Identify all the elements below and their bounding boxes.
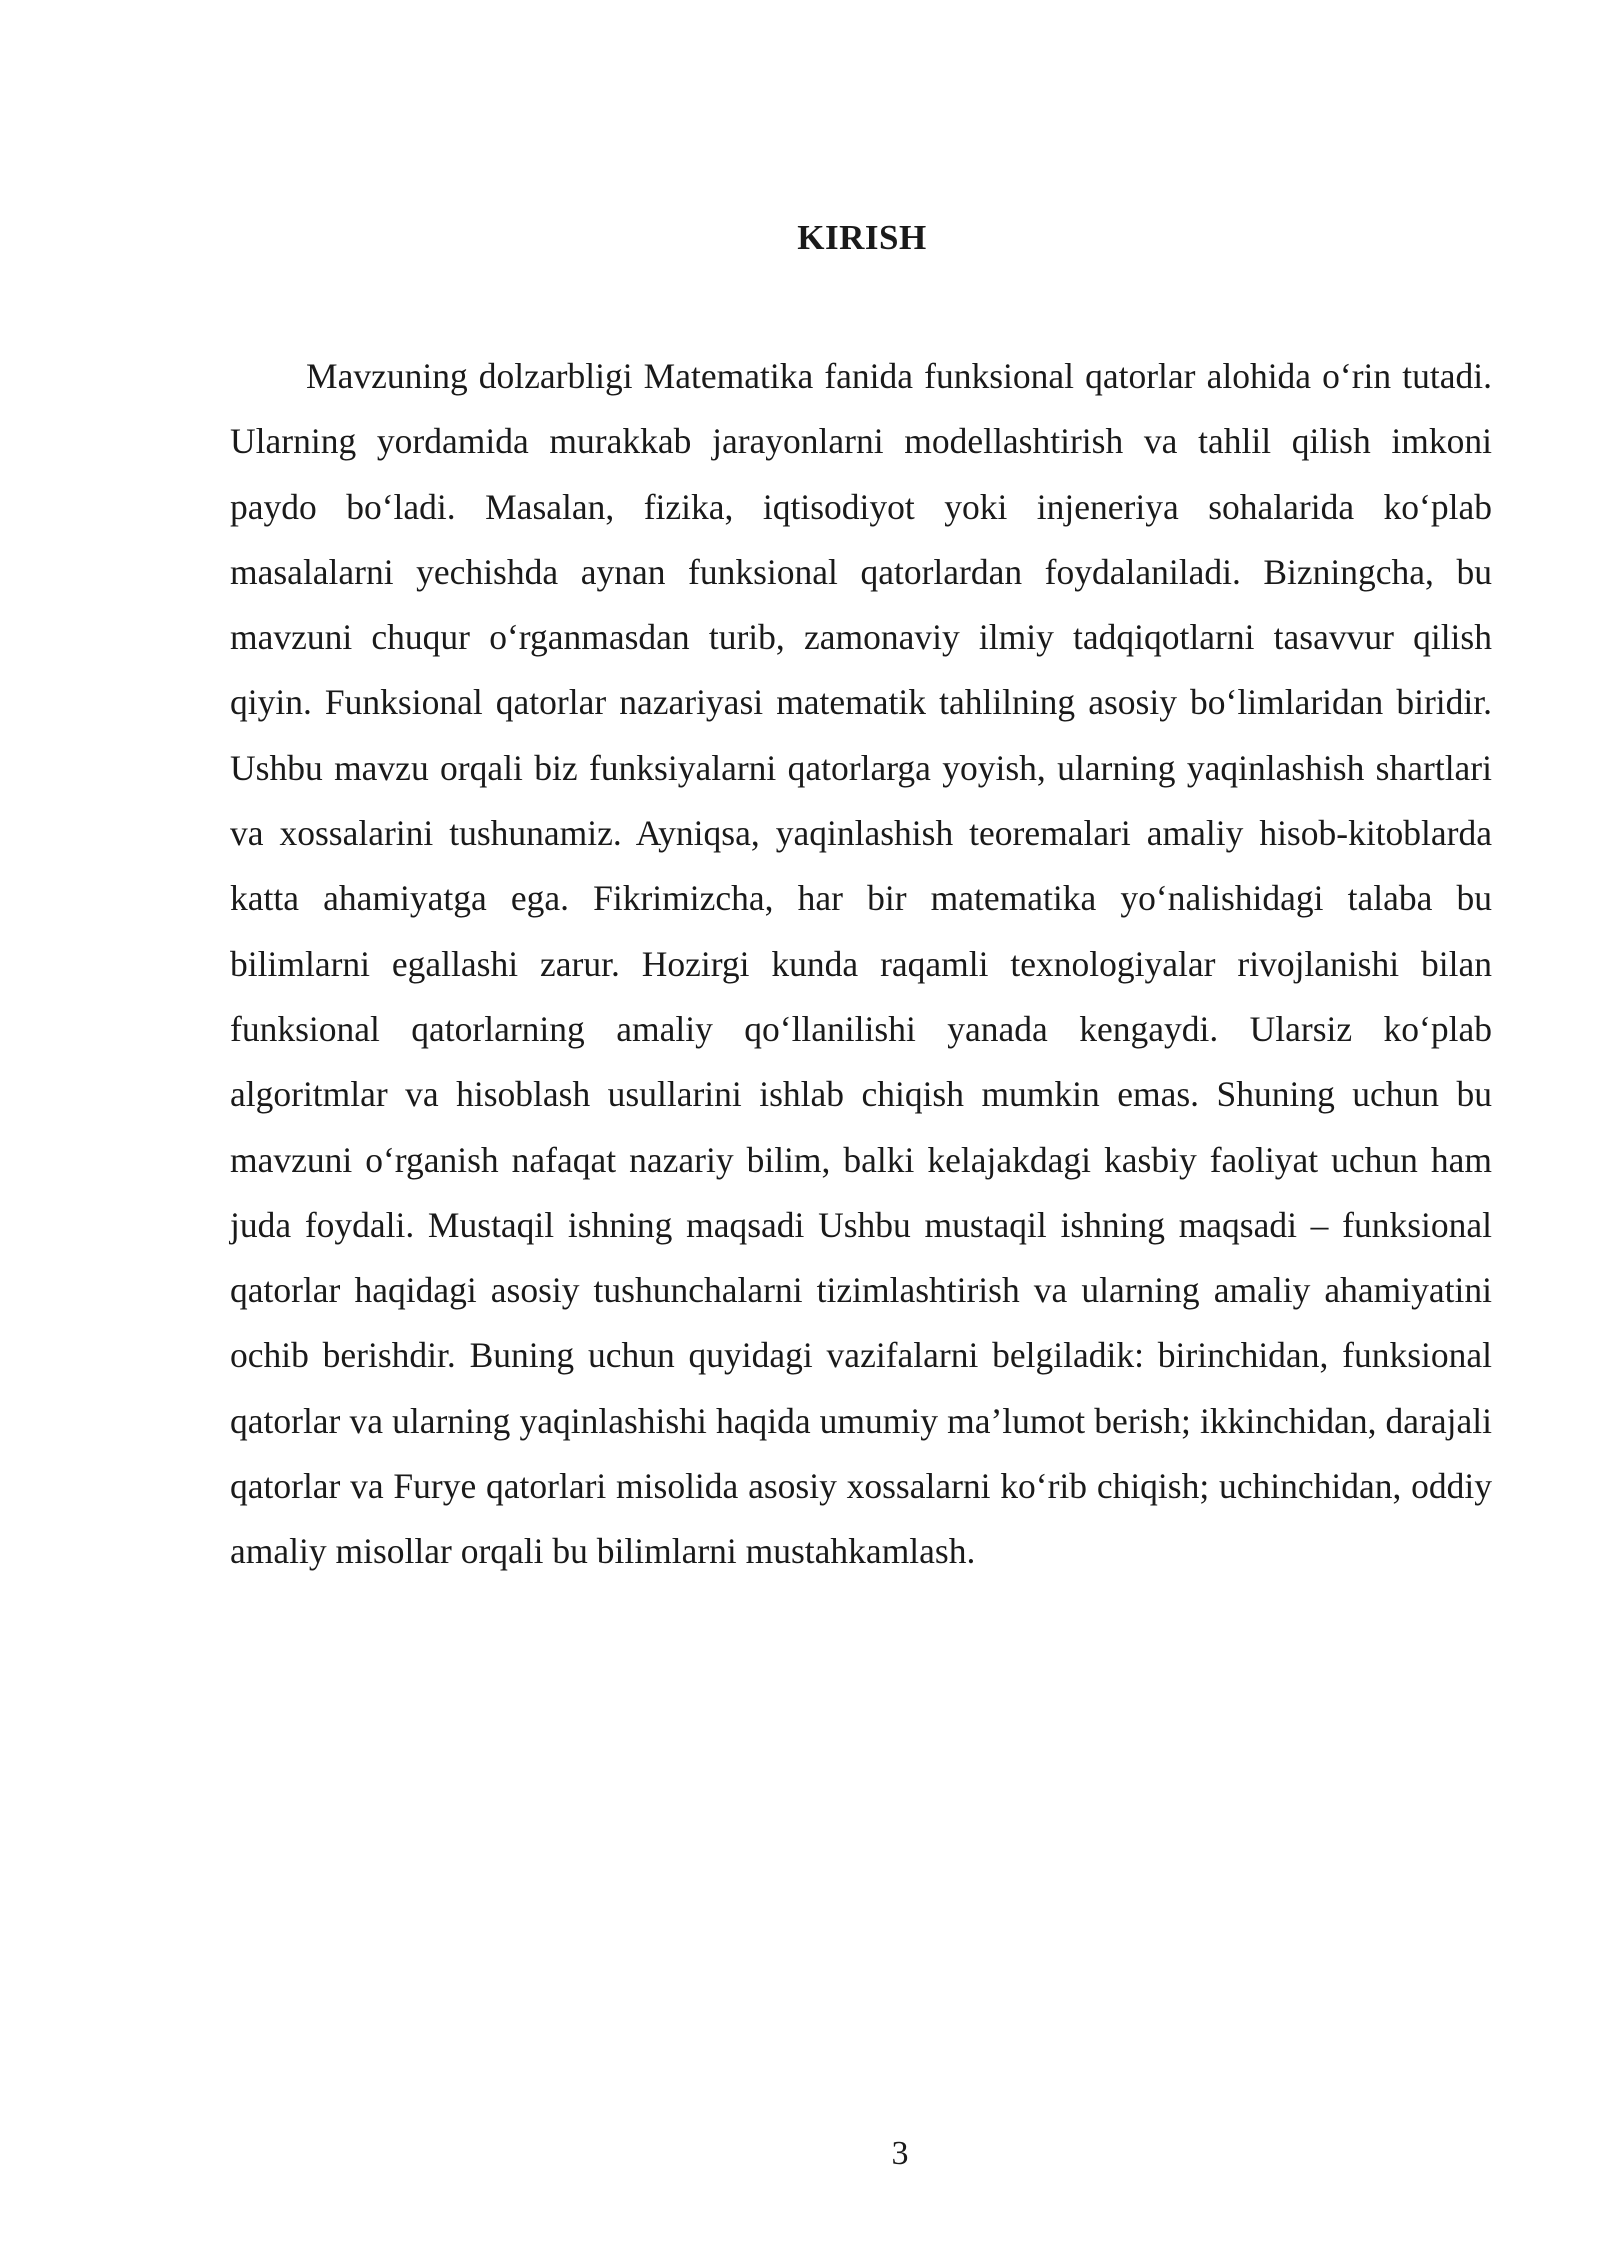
section-heading: KIRISH (797, 218, 927, 257)
page-number: 3 (891, 2135, 909, 2172)
body-paragraph: Mavzuning dolzarbligi Matematika fanida funksional qatorlar alohida o‘rin tutadi. Ularning yordamida murakkab jarayonlarni modellashtirish va tahlil qilish imkoni paydo bo‘ladi. Masalan, fizika, iqtisodiyot yoki injeneriya sohalarida ko‘plab masalalarni yechishda aynan funksional qatorlardan foydalaniladi. Bizningcha, bu mavzuni chuqur o‘rganmasdan turib, zamonaviy ilmiy tadqiqotlarni tasavvur qilish qiyin. Funksional qatorlar nazariyasi matematik tahlilning asosiy bo‘limlaridan biridir. Ushbu mavzu orqali biz funksiyalarni qatorlarga yoyish, ularning yaqinlashish shartlari va xossalarini tushunamiz. Ayniqsa, yaqinlashish teoremalari amaliy hisob-kitoblarda katta ahamiyatga ega. Fikrimizcha, har bir matematika yo‘nalishidagi talaba bu bilimlarni egallashi zarur. Hozirgi kunda raqamli texnologiyalar rivojlanishi bilan funksional qatorlarning amaliy qo‘llanilishi yanada kengaydi. Ularsiz ko‘plab algoritmlar va hisoblash usullarini ishlab chiqish mumkin emas. Shuning uchun bu mavzuni o‘rganish nafaqat nazariy bilim, balki kelajakdagi kasbiy faoliyat uchun ham juda foydali. Mustaqil ishning maqsadi Ushbu mustaqil ishning maqsadi – funksional qatorlar haqidagi asosiy tushunchalarni tizimlashtirish va ularning amaliy ahamiyatini ochib berishdir. Buning uchun quyidagi vazifalarni belgiladik: birinchidan, funksional qatorlar va ularning yaqinlashishi haqida umumiy ma’lumot berish; ikkinchidan, darajali qatorlar va Furye qatorlari misolida asosiy xossalarni ko‘rib chiqish; uchinchidan, oddiy amaliy misollar orqali bu bilimlarni mustahkamlash. (230, 356, 1492, 1572)
